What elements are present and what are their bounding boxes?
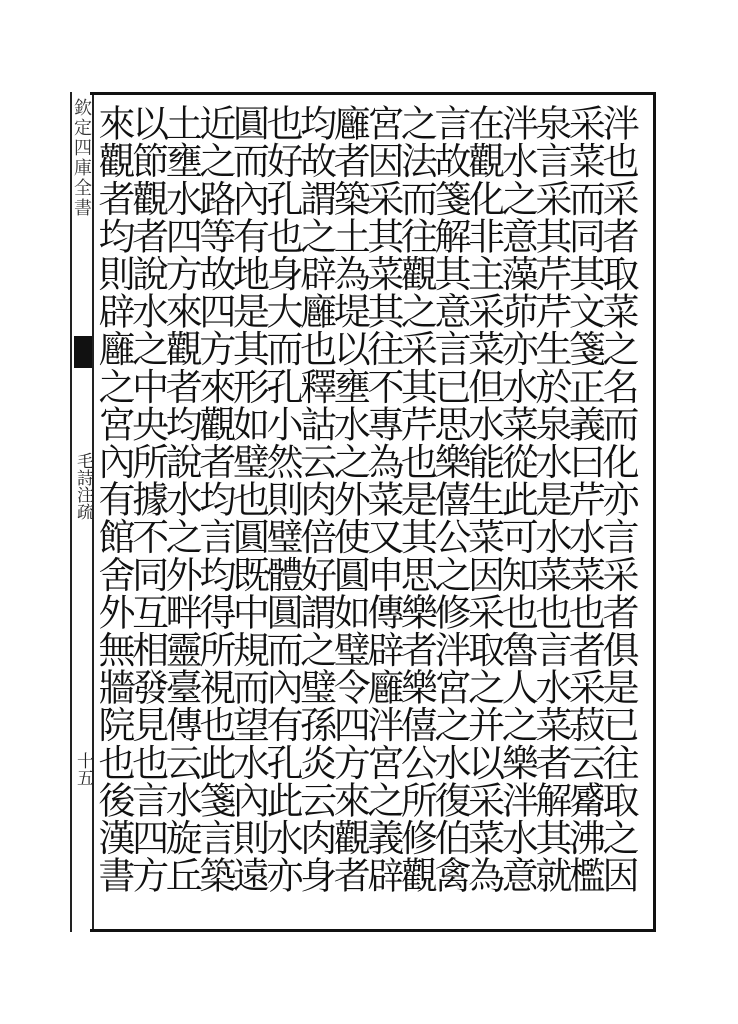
text-column-14: 土壅水四方來觀者均說水之外畔靈臺傳云水旋丘 — [159, 104, 203, 894]
page-number: 十五 — [73, 752, 93, 786]
text-column-16: 來觀者均則辟廱之宮內有館舍外無牆院也後漢書 — [92, 104, 135, 894]
text-column-1: 泮也采者取菜之名而化亦言采者俱是已往取之因 — [596, 104, 639, 894]
text-column-15: 以節觀者說水之中央所據不同互相發見也言四方 — [125, 104, 169, 894]
text-column-7: 之法而往觀之采其芹也是其思樂者樂僖公所修觀 — [394, 104, 438, 894]
text-column-3: 泉言采其芹芹生於泉水是水菜也言水菜者解其就 — [528, 104, 572, 894]
text-column-2: 采菜而同其文箋正義曰芹水菜也者采菽云觱沸檻 — [562, 104, 606, 894]
text-column-5: 在觀化非主采菜但水能生菜因采取之并以采菜為 — [461, 104, 505, 894]
text-column-6: 言故箋解其意言已思樂僖公之修泮宮之水復伯禽 — [428, 104, 471, 894]
text-columns — [92, 104, 640, 924]
text-column-4: 泮水之意藻茆亦水菜從此可知也魯人之樂泮水意 — [495, 104, 539, 894]
text-column-11: 也好孔也身大而孔小然則璧體圓而內有孔此水亦 — [260, 104, 303, 894]
text-column-8: 宮因采其菜其往不專為菜又申傳辟廱泮宮之義辟 — [360, 104, 404, 894]
book-name: 毛詩注疏 — [73, 452, 93, 520]
text-column-13: 近之路等故四方來觀者均言均得所視也此箋言築 — [192, 104, 236, 894]
collection-title: 欽定四庫全書 — [71, 98, 92, 218]
text-column-9: 廱者築土為堤以壅水之外使圓如璧令四方來觀者 — [327, 104, 371, 894]
text-column-12: 圓而內有地是其形如璧也圓既中規而望水內則遠 — [226, 104, 270, 894]
text-column-10: 均故謂之辟廱也釋詁云肉倍好謂之璧孫炎云肉身 — [293, 104, 337, 894]
